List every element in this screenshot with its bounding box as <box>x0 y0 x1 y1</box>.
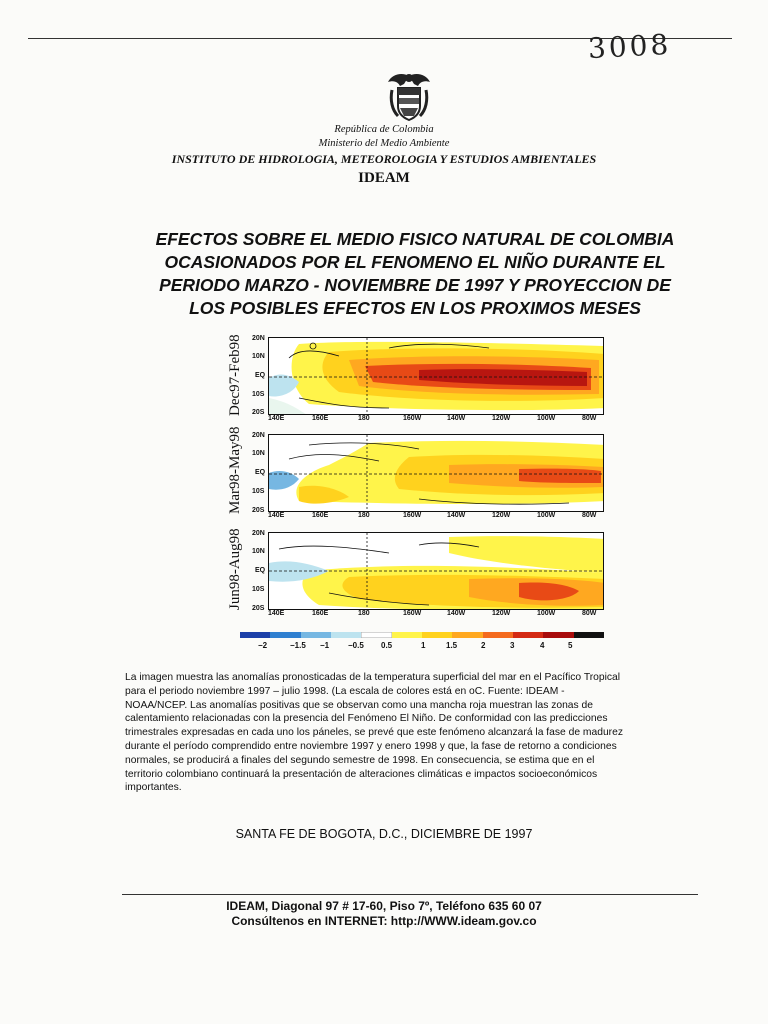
title-line: OCASIONADOS POR EL FENOMENO EL NIÑO DURANTE EL <box>164 252 666 272</box>
lon-label: 160E <box>312 415 329 422</box>
lat-label: 10S <box>252 488 265 495</box>
handwritten-number: 3008 <box>587 27 673 66</box>
title-line: EFECTOS SOBRE EL MEDIO FISICO NATURAL DE COLOMBIA <box>155 229 675 249</box>
lon-label: 140E <box>268 512 285 519</box>
panel-label: Dec97-Feb98 <box>227 334 243 416</box>
lon-label: 120W <box>492 415 511 422</box>
title-line: LOS POSIBLES EFECTOS EN LOS PROXIMOS MESES <box>189 298 641 318</box>
colorbar-label: −1.5 <box>290 641 306 650</box>
description-line: importantes. <box>125 782 182 794</box>
description-line: territorio colombiano continuará la presentación de alteraciones climáticas e impactos socioeconómicos <box>125 768 598 780</box>
description-line: para el periodo noviembre 1997 – julio 1998. (La escala de colores está en oC. Fuente: IDEAM - <box>125 685 565 697</box>
colorbar-label: 5 <box>568 641 573 650</box>
lon-label: 160W <box>403 512 422 519</box>
description-line: La imagen muestra las anomalías pronosticadas de la temperatura superficial del mar en el Pacífico Tropical <box>125 672 621 683</box>
footer-internet: Consúltenos en INTERNET: http://WWW.ideam.gov.co <box>231 914 537 928</box>
bottom-rule <box>122 894 698 895</box>
lon-label: 80W <box>582 610 597 617</box>
lon-label: 100W <box>537 610 556 617</box>
colorbar-swatch <box>392 632 422 638</box>
lon-label: 100W <box>537 512 556 519</box>
lon-label: 120W <box>492 610 511 617</box>
lat-label: 20N <box>252 335 265 342</box>
document-title <box>130 228 700 320</box>
lon-label: 140W <box>447 610 466 617</box>
lon-label: 180 <box>358 512 370 519</box>
lat-label: EQ <box>255 567 266 574</box>
place-date: SANTA FE DE BOGOTA, D.C., DICIEMBRE DE 1997 <box>235 827 533 841</box>
lon-label: 180 <box>358 415 370 422</box>
colorbar-label: 2 <box>481 641 486 650</box>
panel-label: Mar98-May98 <box>227 426 243 514</box>
sst-panel-dec97-feb98 <box>268 337 604 415</box>
colorbar-swatch <box>240 632 270 638</box>
lat-label: 20N <box>252 530 265 537</box>
header-instituto: INSTITUTO DE HIDROLOGIA, METEOROLOGIA Y ESTUDIOS AMBIENTALES <box>171 152 597 166</box>
colorbar-label: −1 <box>320 641 330 650</box>
lat-label: 20S <box>252 605 265 612</box>
panel-label: Jun98-Aug98 <box>227 528 243 610</box>
color-scale-bar <box>240 632 604 638</box>
lon-label: 140W <box>447 415 466 422</box>
lat-label: 10N <box>252 548 265 555</box>
colorbar-swatch <box>331 632 361 638</box>
description-paragraph <box>125 671 698 795</box>
colorbar-swatch <box>483 632 513 638</box>
coat-of-arms-icon <box>384 70 434 124</box>
description-line: normales, se producirá a finales del segundo semestre de 1998. En consecuencia, se estima que en el <box>125 754 595 766</box>
colorbar-swatch <box>270 632 300 638</box>
lon-label: 180 <box>358 610 370 617</box>
lon-label: 140W <box>447 512 466 519</box>
lon-label: 160E <box>312 610 329 617</box>
colorbar-swatch <box>543 632 573 638</box>
colorbar-label: 3 <box>510 641 515 650</box>
lat-label: 10S <box>252 586 265 593</box>
lat-label: 20S <box>252 507 265 514</box>
lat-label: 20N <box>252 432 265 439</box>
lat-label: 10N <box>252 450 265 457</box>
lon-label: 100W <box>537 415 556 422</box>
header-ideam: IDEAM <box>358 170 410 186</box>
colorbar-label: −0.5 <box>348 641 364 650</box>
colorbar-label: −2 <box>258 641 268 650</box>
lon-label: 120W <box>492 512 511 519</box>
lon-label: 160W <box>403 610 422 617</box>
lat-label: 10N <box>252 353 265 360</box>
description-line: trimestrales expresadas en cada uno los páneles, se prevé que este fenómeno alcanzará la fase de madurez <box>125 727 623 739</box>
lat-label: EQ <box>255 469 266 476</box>
description-line: NOAA/NCEP. Las anomalías positivas que se observan como una mancha roja muestran las zonas de <box>125 699 593 711</box>
lat-label: EQ <box>255 372 266 379</box>
lon-label: 160E <box>312 512 329 519</box>
header-ministerio: Ministerio del Medio Ambiente <box>318 138 450 149</box>
colorbar-swatch <box>422 632 452 638</box>
lon-label: 140E <box>268 610 285 617</box>
description-line: durante el período comprendido entre noviembre 1997 y enero 1998 y que, la fase de retorno a condiciones <box>125 740 617 752</box>
colorbar-label: 1 <box>421 641 426 650</box>
title-line: PERIODO MARZO - NOVIEMBRE DE 1997 Y PROYECCION DE <box>159 275 671 295</box>
colorbar-label: 0.5 <box>381 641 393 650</box>
colorbar-swatch <box>301 632 331 638</box>
sst-panel-jun98-aug98 <box>268 532 604 610</box>
colorbar-swatch <box>361 632 391 638</box>
sst-panel-mar98-may98 <box>268 434 604 512</box>
lat-label: 20S <box>252 409 265 416</box>
colorbar-label: 1.5 <box>446 641 458 650</box>
colorbar-swatch <box>574 632 604 638</box>
header-republica: República de Colombia <box>334 124 434 135</box>
colorbar-swatch <box>513 632 543 638</box>
lon-label: 80W <box>582 512 597 519</box>
colorbar-label: 4 <box>540 641 545 650</box>
lon-label: 140E <box>268 415 285 422</box>
lon-label: 160W <box>403 415 422 422</box>
colorbar-swatch <box>452 632 482 638</box>
description-line: calentamiento relacionadas con la presencia del Fenómeno El Niño. De conformidad con las predicciones <box>125 713 608 725</box>
lat-label: 10S <box>252 391 265 398</box>
footer-address: IDEAM, Diagonal 97 # 17-60, Piso 7º, Teléfono 635 60 07 <box>226 899 542 913</box>
lon-label: 80W <box>582 415 597 422</box>
